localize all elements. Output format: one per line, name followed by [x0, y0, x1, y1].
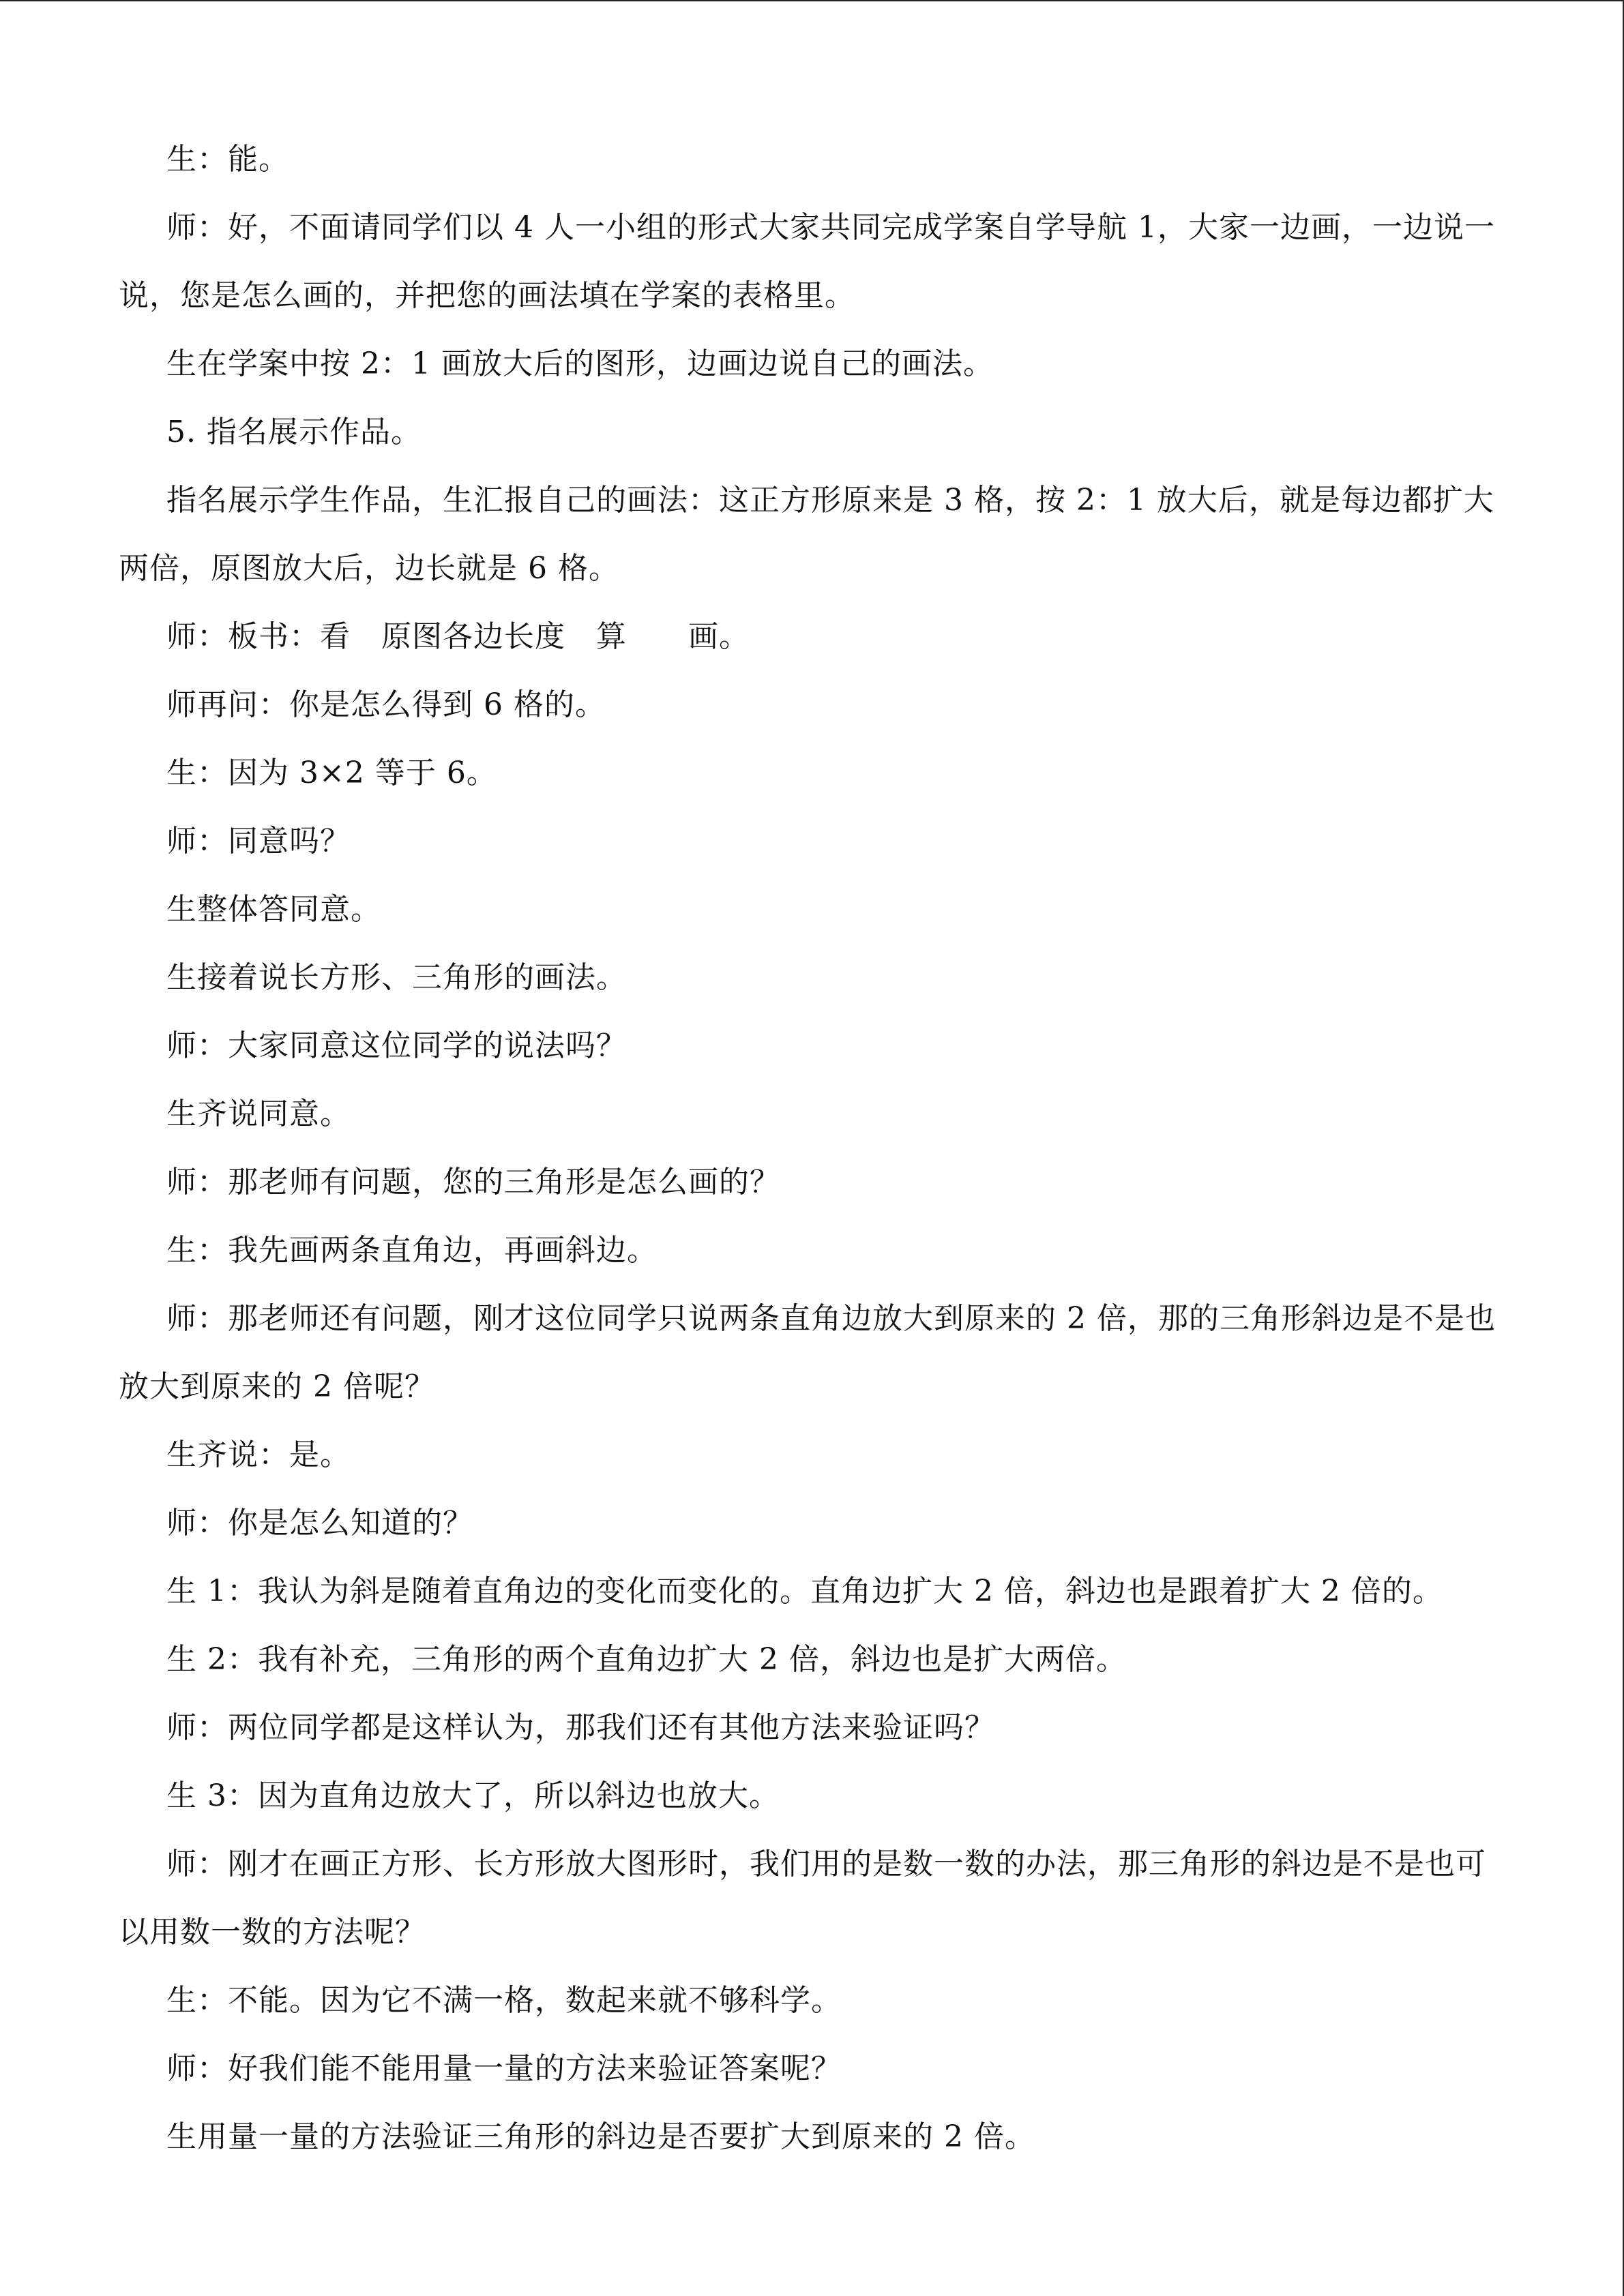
paragraph: 5. 指名展示作品。 — [166, 415, 422, 449]
paragraph: 师：大家同意这位同学的说法吗？ — [166, 1028, 627, 1063]
paragraph: 师：你是怎么知道的？ — [166, 1506, 473, 1540]
paragraph: 师再问：你是怎么得到 6 格的。 — [166, 687, 606, 722]
document-body — [119, 125, 1510, 2171]
paragraph: 师：那老师有问题，您的三角形是怎么画的？ — [166, 1165, 780, 1199]
paragraph: 生齐说同意。 — [166, 1097, 351, 1131]
paragraph: 师：同意吗？ — [166, 824, 351, 859]
paragraph: 生：不能。因为它不满一格，数起来就不够科学。 — [166, 1983, 842, 2018]
paragraph: 师：那老师还有问题，刚才这位同学只说两条直角边放大到原来的 2 倍，那的三角形斜边是不是也放大到原来的 2 倍呢？ — [119, 1301, 1496, 1404]
paragraph: 生整体答同意。 — [166, 892, 381, 927]
paragraph: 生：我先画两条直角边，再画斜边。 — [166, 1233, 658, 1268]
paragraph: 生在学案中按 2：1 画放大后的图形，边画边说自己的画法。 — [166, 346, 994, 381]
paragraph: 指名展示学生作品，生汇报自己的画法：这正方形原来是 3 格，按 2：1 放大后，就是每边都扩大两倍，原图放大后，边长就是 6 格。 — [119, 483, 1494, 586]
paragraph: 生齐说：是。 — [166, 1437, 351, 1472]
paragraph: 生 2：我有补充，三角形的两个直角边扩大 2 倍，斜边也是扩大两倍。 — [166, 1642, 1127, 1677]
paragraph: 师：刚才在画正方形、长方形放大图形时，我们用的是数一数的办法，那三角形的斜边是不是也可以用数一数的方法呢？ — [119, 1847, 1486, 1950]
paragraph: 师：板书：看 原图各边长度 算 画。 — [166, 619, 750, 654]
paragraph: 生用量一量的方法验证三角形的斜边是否要扩大到原来的 2 倍。 — [166, 2119, 1035, 2154]
paragraph: 师：好，不面请同学们以 4 人一小组的形式大家共同完成学案自学导航 1，大家一边画，一边说一说，您是怎么画的，并把您的画法填在学案的表格里。 — [119, 210, 1495, 313]
paragraph: 师：两位同学都是这样认为，那我们还有其他方法来验证吗？ — [166, 1710, 995, 1745]
paragraph: 生接着说长方形、三角形的画法。 — [166, 960, 627, 995]
paragraph: 师：好我们能不能用量一量的方法来验证答案呢？ — [166, 2051, 842, 2086]
paragraph: 生：因为 3×2 等于 6。 — [166, 756, 497, 790]
paragraph: 生 1：我认为斜是随着直角边的变化而变化的。直角边扩大 2 倍，斜边也是跟着扩大 2 倍的。 — [166, 1574, 1443, 1609]
paragraph: 生 3：因为直角边放大了，所以斜边也放大。 — [166, 1778, 780, 1813]
paragraph: 生：能。 — [166, 142, 289, 177]
